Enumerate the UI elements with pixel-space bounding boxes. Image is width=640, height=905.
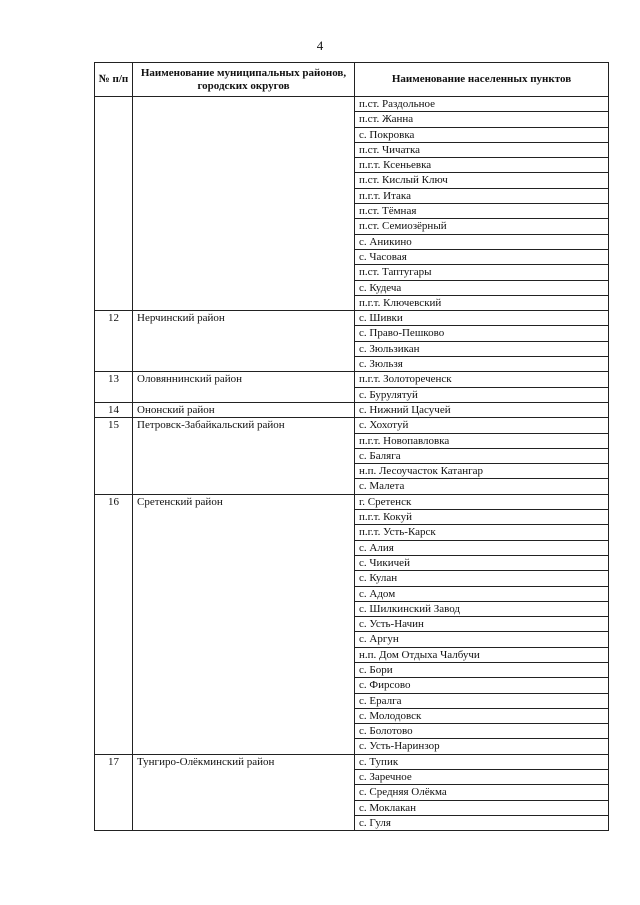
table-body bbox=[95, 97, 609, 831]
settlement-name: п.г.т. Ксеньевка bbox=[355, 158, 609, 173]
settlement-name: п.г.т. Золотореченск bbox=[355, 372, 609, 387]
settlement-name: с. Средняя Олёкма bbox=[355, 785, 609, 800]
settlement-name: п.г.т. Кокуй bbox=[355, 510, 609, 525]
district-number: 14 bbox=[95, 402, 133, 417]
settlement-name: с. Шилкинский Завод bbox=[355, 601, 609, 616]
district-number: 16 bbox=[95, 494, 133, 754]
settlement-name: п.ст. Чичатка bbox=[355, 142, 609, 157]
table-row bbox=[95, 494, 609, 509]
settlement-name: с. Кудеча bbox=[355, 280, 609, 295]
district-name: Тунгиро-Олёкминский район bbox=[133, 754, 355, 830]
settlement-name: с. Ералга bbox=[355, 693, 609, 708]
settlements-table bbox=[94, 62, 609, 831]
settlement-name: с. Моклакан bbox=[355, 800, 609, 815]
header-num: № п/п bbox=[95, 63, 133, 97]
settlement-name: с. Покровка bbox=[355, 127, 609, 142]
settlement-name: с. Алия bbox=[355, 540, 609, 555]
table-row bbox=[95, 418, 609, 433]
settlement-name: с. Баляга bbox=[355, 448, 609, 463]
settlement-name: с. Право-Пешково bbox=[355, 326, 609, 341]
district-name: Нерчинский район bbox=[133, 311, 355, 372]
district-name: Оловяннинский район bbox=[133, 372, 355, 403]
table-row bbox=[95, 372, 609, 387]
settlement-name: п.ст. Таптугары bbox=[355, 265, 609, 280]
settlement-name: с. Аргун bbox=[355, 632, 609, 647]
settlement-name: с. Кулан bbox=[355, 571, 609, 586]
table-row bbox=[95, 754, 609, 769]
settlement-name: с. Аникино bbox=[355, 234, 609, 249]
settlement-name: с. Часовая bbox=[355, 249, 609, 264]
settlement-name: п.г.т. Итака bbox=[355, 188, 609, 203]
settlement-name: п.г.т. Новопавловка bbox=[355, 433, 609, 448]
settlement-name: с. Бурулятуй bbox=[355, 387, 609, 402]
district-name: Петровск-Забайкальский район bbox=[133, 418, 355, 494]
settlement-name: п.ст. Кислый Ключ bbox=[355, 173, 609, 188]
district-number: 17 bbox=[95, 754, 133, 830]
settlement-name: п.г.т. Ключевский bbox=[355, 295, 609, 310]
header-district: Наименование муниципальных районов, городских округов bbox=[133, 63, 355, 97]
district-number: 15 bbox=[95, 418, 133, 494]
settlement-name: с. Усть-Наринзор bbox=[355, 739, 609, 754]
district-name: Ононский район bbox=[133, 402, 355, 417]
settlement-name: с. Тупик bbox=[355, 754, 609, 769]
table-row bbox=[95, 311, 609, 326]
settlement-name: с. Шивки bbox=[355, 311, 609, 326]
settlement-name: с. Малета bbox=[355, 479, 609, 494]
settlement-name: н.п. Дом Отдыха Чалбучи bbox=[355, 647, 609, 662]
settlement-name: п.ст. Семиозёрный bbox=[355, 219, 609, 234]
settlement-name: с. Заречное bbox=[355, 770, 609, 785]
district-number bbox=[95, 97, 133, 311]
settlement-name: с. Зюльзикан bbox=[355, 341, 609, 356]
settlement-name: п.ст. Тёмная bbox=[355, 204, 609, 219]
district-number: 12 bbox=[95, 311, 133, 372]
settlement-name: с. Чикичей bbox=[355, 555, 609, 570]
settlement-name: п.ст. Жанна bbox=[355, 112, 609, 127]
settlement-name: с. Бори bbox=[355, 662, 609, 677]
settlement-name: п.г.т. Усть-Карск bbox=[355, 525, 609, 540]
district-number: 13 bbox=[95, 372, 133, 403]
settlement-name: с. Зюльзя bbox=[355, 357, 609, 372]
settlement-name: п.ст. Раздольное bbox=[355, 97, 609, 112]
district-name: Сретенский район bbox=[133, 494, 355, 754]
district-name bbox=[133, 97, 355, 311]
settlement-name: с. Молодовск bbox=[355, 708, 609, 723]
settlement-name: с. Адом bbox=[355, 586, 609, 601]
settlement-name: с. Фирсово bbox=[355, 678, 609, 693]
settlement-name: г. Сретенск bbox=[355, 494, 609, 509]
settlement-name: с. Нижний Цасучей bbox=[355, 402, 609, 417]
settlement-name: с. Хохотуй bbox=[355, 418, 609, 433]
table-row bbox=[95, 97, 609, 112]
page-number: 4 bbox=[316, 38, 324, 53]
settlement-name: с. Болотово bbox=[355, 724, 609, 739]
settlement-name: н.п. Лесоучасток Катангар bbox=[355, 464, 609, 479]
settlement-name: с. Усть-Начин bbox=[355, 617, 609, 632]
table-row bbox=[95, 402, 609, 417]
settlement-name: с. Гуля bbox=[355, 815, 609, 830]
header-settlements: Наименование населенных пунктов bbox=[355, 63, 609, 97]
table-header-row bbox=[95, 63, 609, 97]
